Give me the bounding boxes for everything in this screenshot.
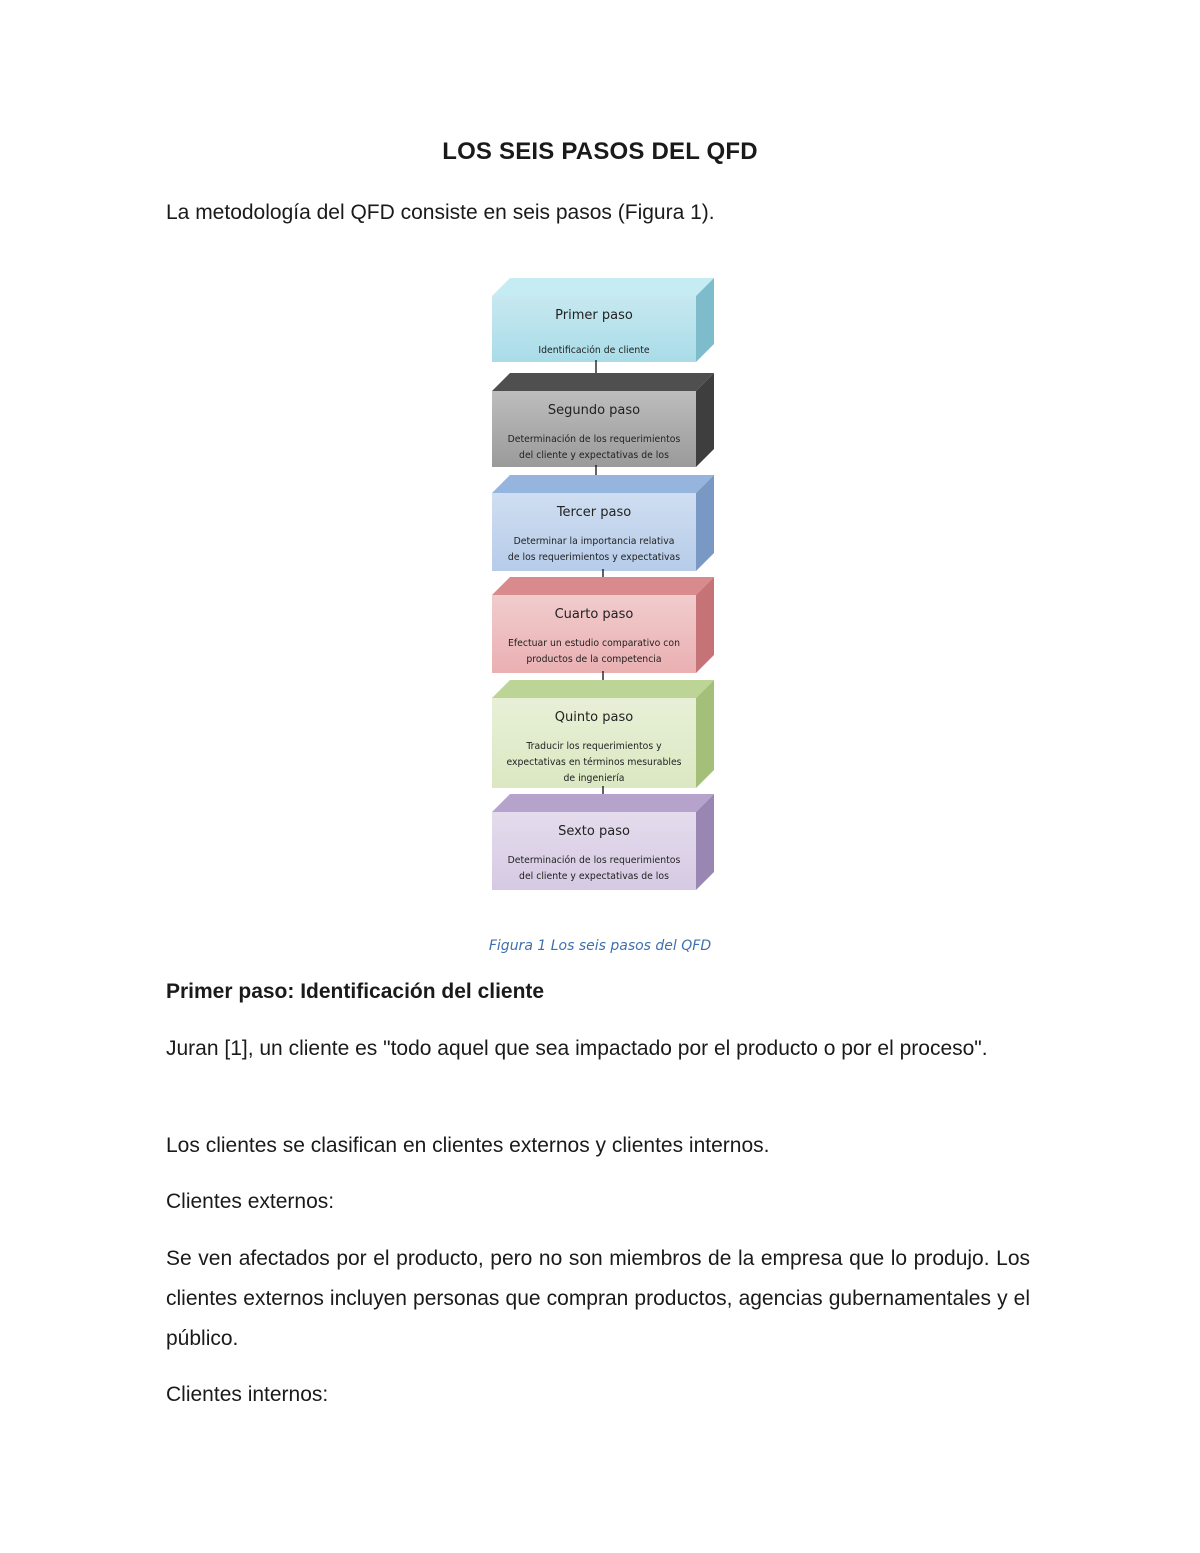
step-box-top-face	[492, 475, 714, 493]
step-description-line: de los requerimientos y expectativas	[507, 552, 681, 563]
step-box-top-face	[492, 373, 714, 391]
step-title: Cuarto paso	[554, 607, 634, 622]
step-description-line: Determinación de los requerimientos	[507, 434, 681, 445]
step-title: Tercer paso	[556, 505, 632, 520]
step-box-6	[492, 794, 714, 890]
qfd-steps-figure	[486, 278, 722, 898]
step-description-line: del cliente y expectativas de los	[519, 450, 669, 461]
step-title: Primer paso	[555, 308, 633, 323]
step-title: Quinto paso	[554, 710, 634, 725]
step-box-top-face	[492, 577, 714, 595]
step-box-top-face	[492, 680, 714, 698]
step-box-2	[492, 373, 714, 467]
paragraph-external-desc: Se ven afectados por el producto, pero no son miembros de la empresa que lo produjo. Los clientes externos incluyen personas que compran productos, agencias gubernamentales y el público.	[166, 1247, 1030, 1350]
step-description-line: de ingeniería	[563, 773, 625, 784]
step-description-line: expectativas en términos mesurables	[506, 757, 682, 768]
step-description-line: Determinar la importancia relativa	[513, 536, 675, 547]
step-description-line: Identificación de cliente	[538, 345, 650, 356]
paragraph-classification: Los clientes se clasifican en clientes externos y clientes internos.	[166, 1134, 770, 1157]
step-description-line: Efectuar un estudio comparativo con	[508, 638, 680, 649]
step-box-top-face	[492, 794, 714, 812]
step-box-1	[492, 278, 714, 362]
step-box-top-face	[492, 278, 714, 296]
intro-paragraph: La metodología del QFD consiste en seis pasos (Figura 1).	[166, 201, 715, 224]
step-title: Segundo paso	[547, 403, 641, 418]
step-box-5	[492, 680, 714, 788]
step-description-line: Traducir los requerimientos y	[526, 741, 662, 752]
document-title: LOS SEIS PASOS DEL QFD	[442, 138, 758, 165]
step-description-line: del cliente y expectativas de los	[519, 871, 669, 882]
paragraph-juran: Juran [1], un cliente es "todo aquel que sea impactado por el producto o por el proceso".	[166, 1037, 988, 1060]
section-heading: Primer paso: Identificación del cliente	[166, 980, 545, 1003]
step-description-line: productos de la competencia	[526, 654, 662, 665]
step-box-4	[492, 577, 714, 673]
step-box-3	[492, 475, 714, 571]
step-box-side-face	[696, 680, 714, 788]
paragraph-internal-label: Clientes internos:	[166, 1383, 329, 1406]
step-title: Sexto paso	[558, 824, 630, 839]
qfd-steps-diagram	[486, 278, 722, 898]
step-description-line: Determinación de los requerimientos	[507, 855, 681, 866]
figure-caption: Figura 1 Los seis pasos del QFD	[488, 938, 712, 954]
paragraph-external-label: Clientes externos:	[166, 1190, 335, 1213]
